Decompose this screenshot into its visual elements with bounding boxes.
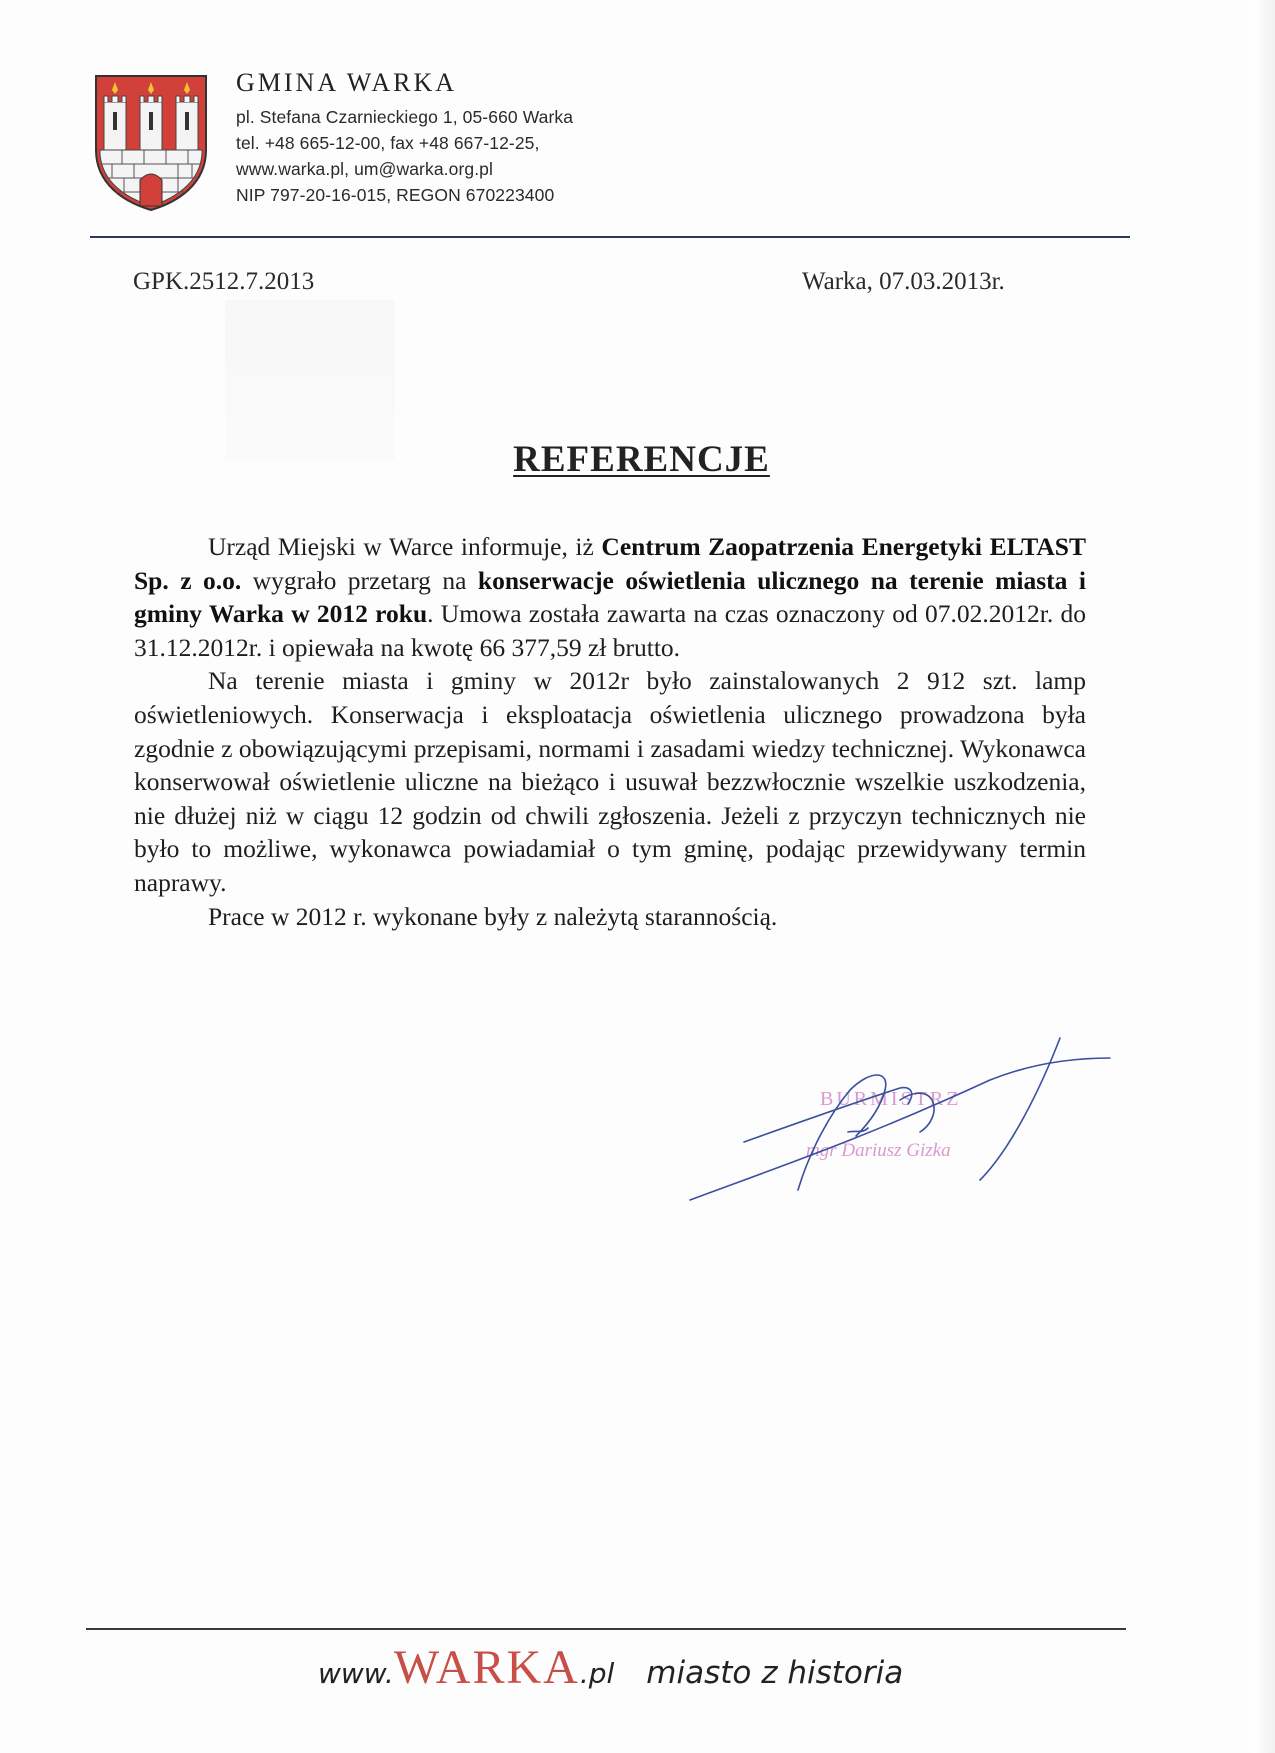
scan-artifact <box>225 300 395 460</box>
footer-divider <box>86 1628 1126 1630</box>
paragraph-1-mid: wygrało przetarg na <box>241 565 478 595</box>
paragraph-1-end: . Umowa została zawarta na czas oznaczony od 07.02.2012r. do 31.12.2012r. i opiewała na kwotę 66 377,59 zł brutto. <box>134 599 1086 662</box>
organization-web-email: www.warka.pl, um@warka.org.pl <box>236 159 493 179</box>
organization-tax-ids: NIP 797-20-16-015, REGON 670223400 <box>236 185 555 205</box>
paragraph-2: Na terenie miasta i gminy w 2012r było zainstalowanych 2 912 szt. lamp oświetleniowych. Konserwacja i eksploatacja oświetlenia ulicznego prowadzona była zgodnie z obowiązującymi przepisami, normami i zasadami wiedzy technicznej. Wykonawca konserwował oświetlenie uliczne na bieżąco i usuwał bezzwłocznie wszelkie uszkodzenia, nie dłużej niż w ciągu 12 godzin od chwili zgłoszenia. Jeżeli z przyczyn technicznych nie było to możliwe, wykonawca powiadamiał o tym gminę, podając przewidywany termin naprawy. <box>134 666 1086 897</box>
footer-motto: miasto z historia <box>646 1655 904 1691</box>
footer-slogan <box>318 1640 903 1695</box>
document-title-text: REFERENCJE <box>513 439 770 480</box>
contract-scope: konserwacje oświetlenia ulicznego na terenie miasta i gminy Warka w 2012 roku <box>134 565 1086 629</box>
letter-body <box>134 530 1086 933</box>
contractor-name: Centrum Zaopatrzenia Energetyki ELTAST Sp. z o.o. <box>134 532 1086 595</box>
organization-phone-fax: tel. +48 665-12-00, fax +48 667-12-25, <box>236 133 540 153</box>
footer-brand: WARKA <box>393 1641 580 1694</box>
footer-www: www. <box>318 1657 394 1690</box>
organization-name: GMINA WARKA <box>236 68 458 97</box>
mayor-stamp-name: mgr Dariusz Gizka <box>806 1140 951 1161</box>
paragraph-1 <box>134 530 1086 664</box>
reference-number: GPK.2512.7.2013 <box>133 268 315 295</box>
header-divider <box>90 236 1130 238</box>
organization-address: pl. Stefana Czarnieckiego 1, 05-660 Warka <box>236 107 574 127</box>
paragraph-3: Prace w 2012 r. wykonane były z należytą starannością. <box>208 901 778 931</box>
warka-coat-of-arms-icon <box>92 72 210 212</box>
mayor-stamp-title: BURMISTRZ <box>820 1088 962 1110</box>
handwritten-signature <box>680 1030 1120 1220</box>
scan-edge <box>1253 0 1275 1753</box>
paragraph-1-intro: Urząd Miejski w Warce informuje, iż <box>208 532 602 561</box>
document-title <box>0 438 1275 481</box>
place-and-date: Warka, 07.03.2013r. <box>802 268 1005 295</box>
footer-domain: .pl <box>579 1657 615 1690</box>
